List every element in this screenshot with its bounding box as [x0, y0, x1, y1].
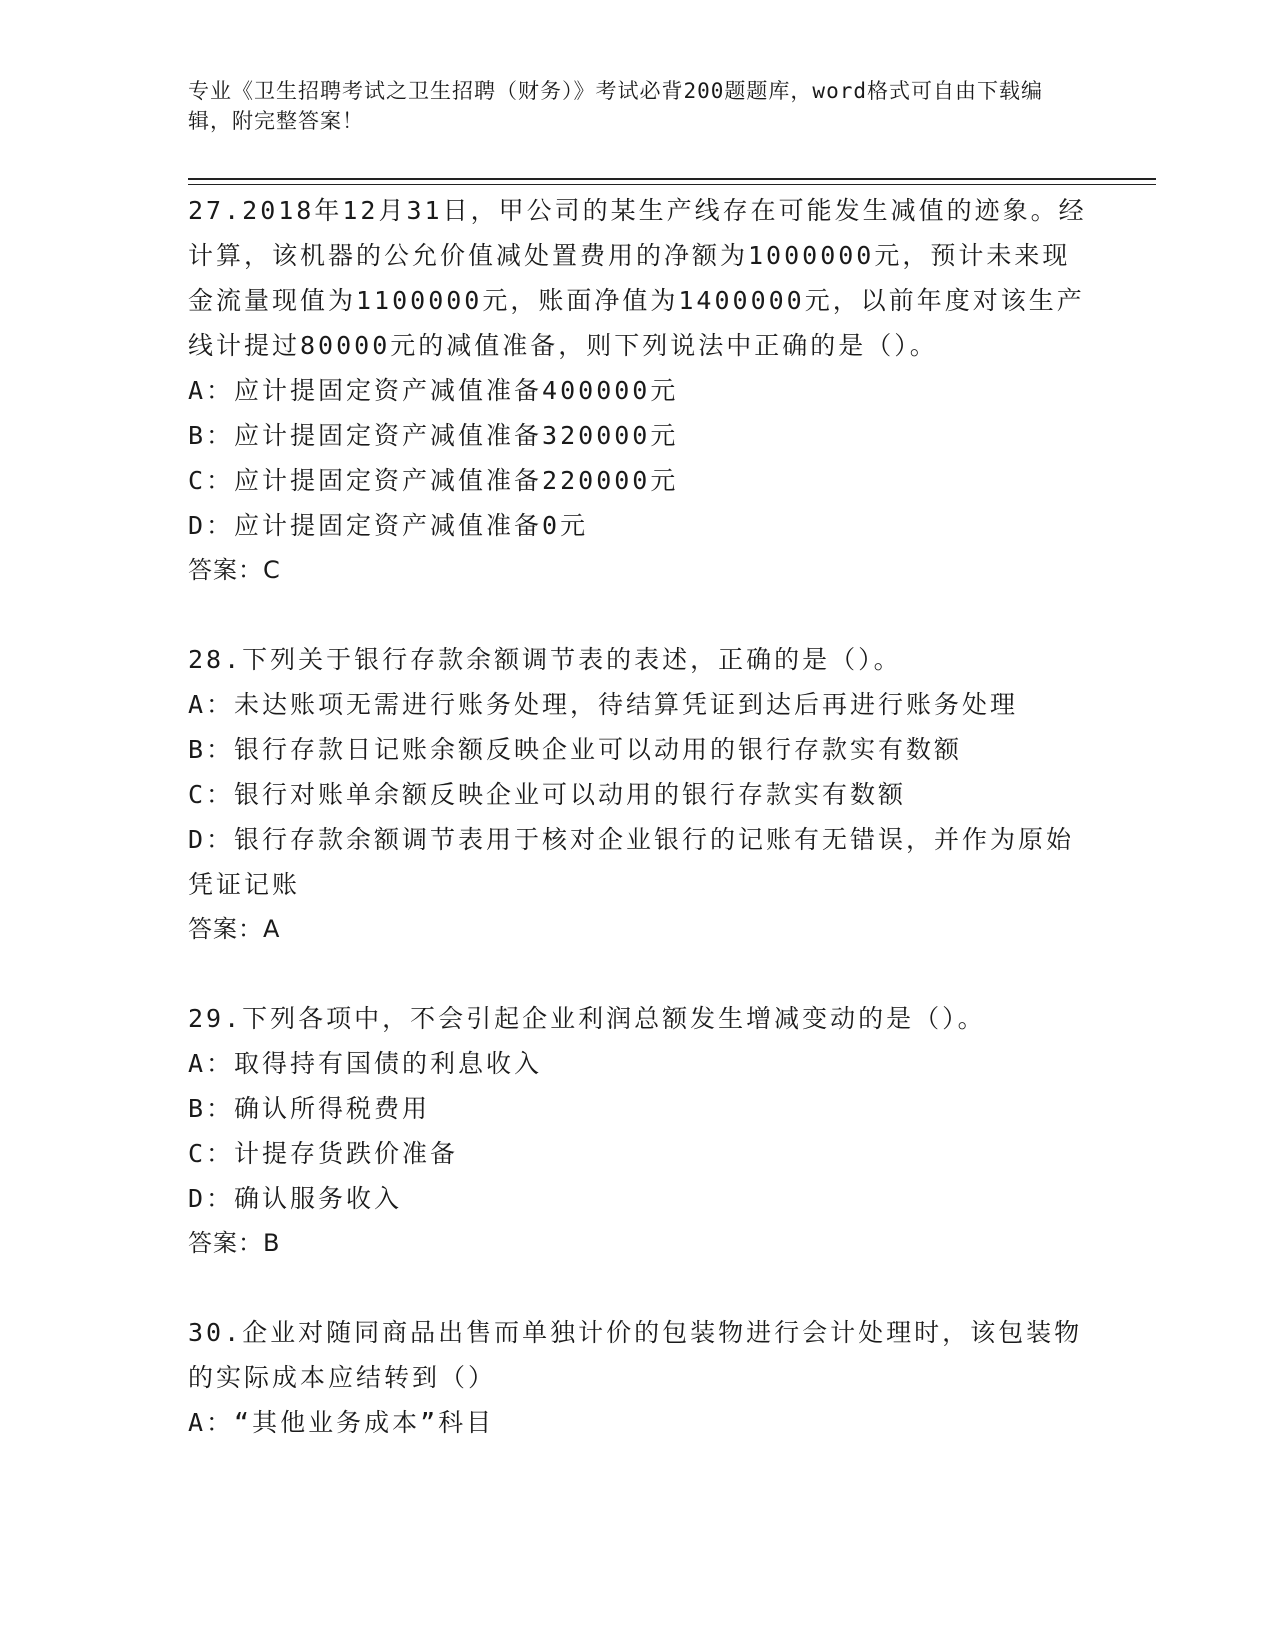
option-b: B：应计提固定资产减值准备320000元 — [188, 421, 679, 450]
option-b: B：确认所得税费用 — [188, 1094, 431, 1123]
question-stem: 27.2018年12月31日，甲公司的某生产线存在可能发生减值的迹象。经计算，该机器的公允价值减处置费用的净额为1000000元，预计未来现金流量现值为1100000元，账面净值为1400000元，以前年度对该生产线计提过80000元的减值准备，则下列说法中正确的是（）。 — [188, 196, 1087, 360]
question-27 — [188, 188, 1088, 593]
question-spacer — [188, 593, 1088, 637]
option-c: C：计提存货跌价准备 — [188, 1139, 459, 1168]
option-d: D：确认服务收入 — [188, 1184, 403, 1213]
option-a: A：未达账项无需进行账务处理，待结算凭证到达后再进行账务处理 — [188, 690, 1019, 719]
option-a: A：“其他业务成本”科目 — [188, 1408, 495, 1437]
option-d: D：应计提固定资产减值准备0元 — [188, 511, 589, 540]
question-spacer — [188, 1266, 1088, 1310]
question-30 — [188, 1310, 1088, 1445]
document-header: 专业《卫生招聘考试之卫生招聘（财务）》考试必背200题题库，word格式可自由下载编辑，附完整答案！ — [188, 79, 1043, 133]
question-stem: 28.下列关于银行存款余额调节表的表述，正确的是（）。 — [188, 645, 902, 674]
option-d: D：银行存款余额调节表用于核对企业银行的记账有无错误，并作为原始凭证记账 — [188, 825, 1075, 899]
answer-line: 答案：B — [188, 1229, 281, 1257]
option-a: A：取得持有国债的利息收入 — [188, 1049, 543, 1078]
question-stem: 30.企业对随同商品出售而单独计价的包装物进行会计处理时，该包装物的实际成本应结转到（） — [188, 1318, 1083, 1392]
header-rule-thick — [188, 178, 1156, 180]
question-29 — [188, 996, 1088, 1266]
answer-line: 答案：C — [188, 556, 281, 584]
option-c: C：应计提固定资产减值准备220000元 — [188, 466, 679, 495]
option-b: B：银行存款日记账余额反映企业可以动用的银行存款实有数额 — [188, 735, 963, 764]
answer-line: 答案：A — [188, 915, 281, 943]
question-28 — [188, 637, 1088, 952]
option-c: C：银行对账单余额反映企业可以动用的银行存款实有数额 — [188, 780, 907, 809]
question-spacer — [188, 952, 1088, 996]
option-a: A：应计提固定资产减值准备400000元 — [188, 376, 679, 405]
question-stem: 29.下列各项中，不会引起企业利润总额发生增减变动的是（）。 — [188, 1004, 986, 1033]
header-rule-thin — [188, 184, 1156, 185]
question-list — [188, 188, 1088, 1445]
